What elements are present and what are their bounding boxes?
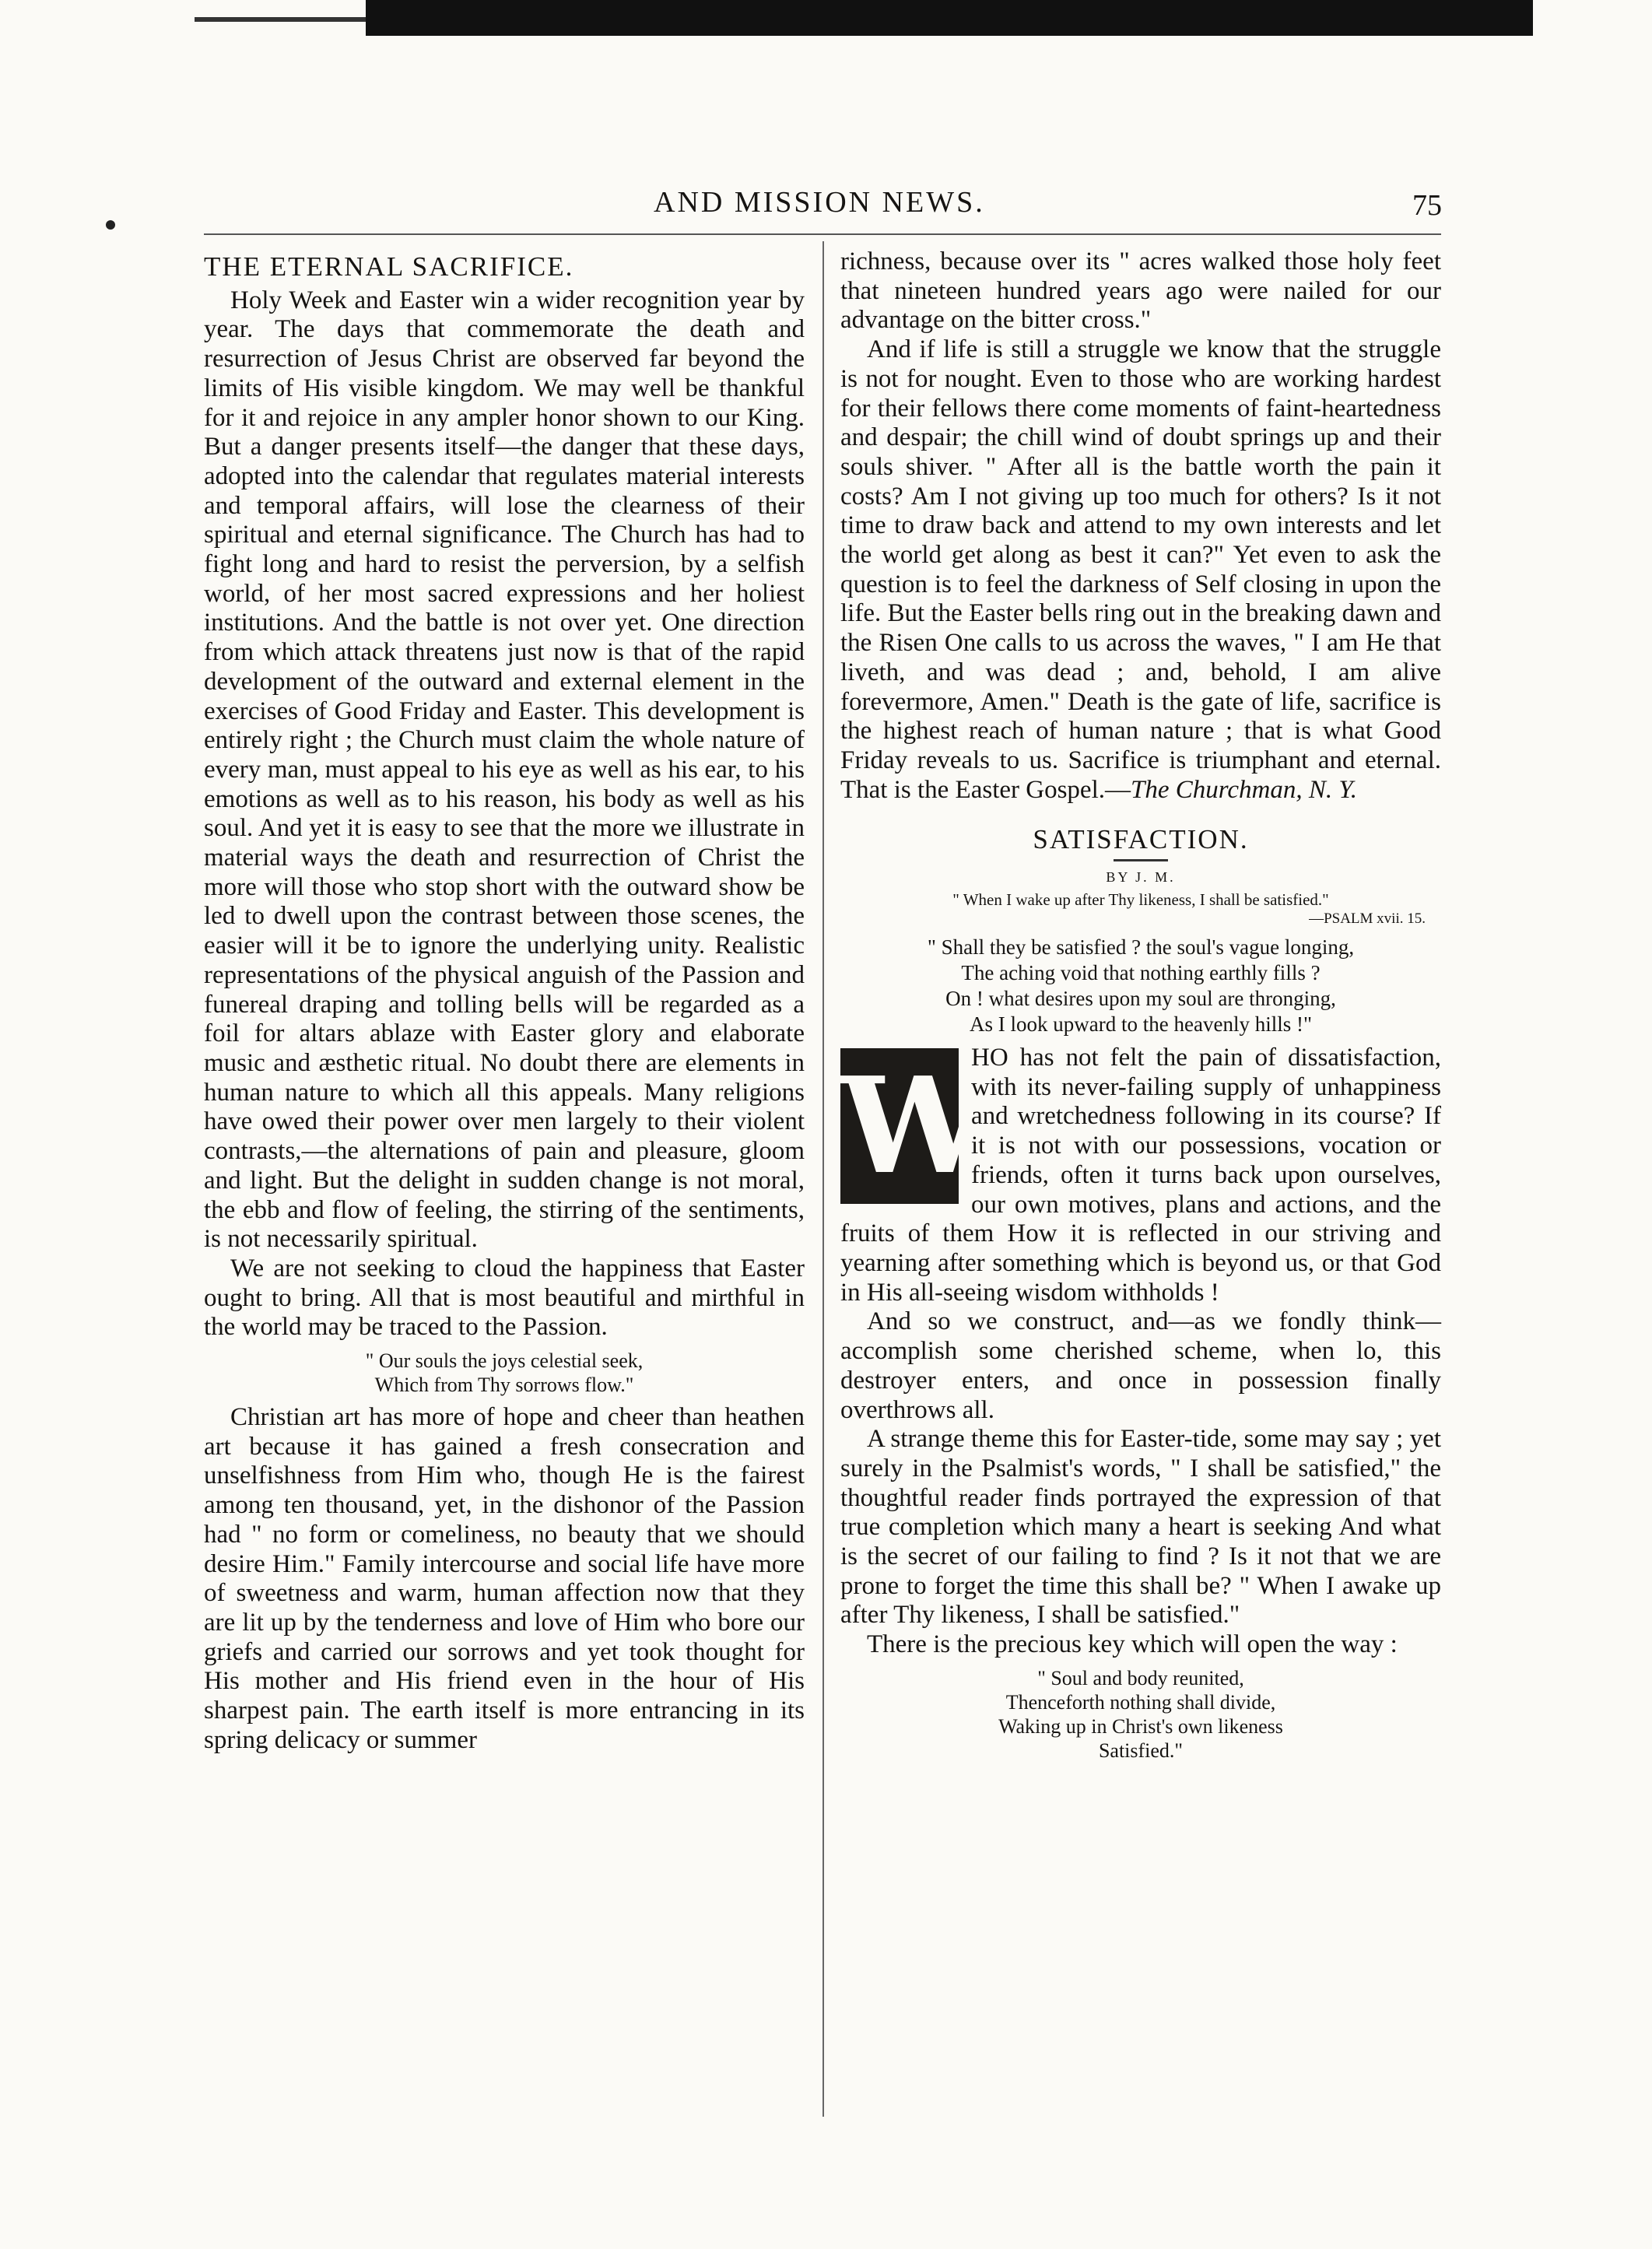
running-head: AND MISSION NEWS. <box>654 186 985 219</box>
verse-line: On ! what desires upon my soul are thronging, <box>945 987 1336 1011</box>
lead-paragraph: HO has not felt the pain of dissatisfaction, with its never-failing supply of unhappiness and wretchedness following in its course? If it is not with our possessions, vocation or friends, often it turns back upon ourselves, our own motives, plans and actions, and the fruits of them How it is reflected in our striving and yearning after something which is beyond us, or that God in His all-seeing wisdom withholds ! <box>840 1044 1441 1307</box>
verse-line: As I look upward to the heavenly hills !" <box>970 1012 1312 1037</box>
paragraph: And so we construct, and—as we fondly think—accomplish some cherished scheme, when lo, this destroyer enters, and once in possession finally overthrows all. <box>840 1307 1441 1424</box>
paragraph: Holy Week and Easter win a wider recognition year by year. The days that commemorate the death and resurrection of Jesus Christ are observed far beyond the limits of His visible kingdom. We may well be thankful for it and rejoice in any ampler honor shown to our King. But a danger presents itself—the danger that these days, adopted into the calendar that regulates material interests and temporal affairs, will lose the clearness of their spiritual and eternal significance. The Church has had to fight long and hard to resist the perversion, by a selfish world, of her most sacred expressions and her holiest institutions. And the battle is not over yet. One direction from which attack threatens just now is that of the rapid development of the outward and external element in the exercises of Good Friday and Easter. This development is entirely right ; the Church must claim the whole nature of every man, must appeal to his eye as well as his ear, to his emotions as well as to his reason, his body as well as his soul. And yet it is easy to see that the more we illustrate in material ways the death and resurrection of Christ the more will those who stop short with the outward show be led to dwell upon the contrast between those scenes, the easier will it be to ignore the underlying unity. Realistic representations of the physical anguish of the Passion and funereal draping and tolling bells will be regarded as a foil for altars ablaze with Easter glory and elaborate music and æsthetic ritual. No doubt there are elements in human nature to which all this appeals. Many religions have owed their power over men largely to their violent contrasts,—the alternations of pain and pleasure, gloom and light. But the delight in sudden change is not moral, the ebb and flow of feeling, the stirring of the sentiments, is not necessarily spiritual. <box>204 286 805 1254</box>
verse-line: Waking up in Christ's own likeness <box>998 1714 1283 1738</box>
page-header <box>0 185 1652 232</box>
verse-line: Which from Thy sorrows flow." <box>374 1374 634 1397</box>
epigraph-source: —PSALM xvii. 15. <box>1309 910 1426 928</box>
top-edge-mark <box>195 17 366 22</box>
right-column <box>840 247 1441 1769</box>
verse-line: " Our souls the joys celestial seek, <box>365 1349 644 1373</box>
title-rule <box>1114 859 1168 861</box>
byline: BY J. M. <box>1106 869 1176 886</box>
top-edge-bar <box>366 0 1533 36</box>
verse-line: " Shall they be satisfied ? the soul's vague longing, <box>927 935 1355 960</box>
verse-line: The aching void that nothing earthly fills ? <box>961 961 1321 985</box>
page-number: 75 <box>1412 189 1442 222</box>
drop-cap: W <box>840 1048 989 1205</box>
verse-line: Satisfied." <box>1098 1739 1184 1762</box>
verse-line: " Soul and body reunited, <box>1037 1666 1244 1689</box>
paragraph-text: And if life is still a struggle we know that the struggle is not for nought. Even to those who are working hardest for their fellows there come moments of faint-heartedness and despair; the chill wind of doubt springs up and their souls shiver. " After all is the battle worth the pain it costs? Am I not giving up too much for others? Is it not time to draw back and attend to my own interests and let the world get along as best it can?" Yet even to ask the question is to feel the darkness of Self closing in upon the life. But the Easter bells ring out in the breaking dawn and the Risen One calls to us across the waves, " I am He that liveth, and was dead ; and, behold, I am alive forevermore, Amen." Death is the gate of life, sacrifice is the highest reach of human nature ; that is what Good Friday reveals to us. Sacrifice is triumphant and eternal. That is the Easter Gospel.— <box>840 335 1441 804</box>
left-column <box>204 247 805 1755</box>
paragraph <box>840 335 1441 805</box>
closing-verse <box>840 1666 1441 1763</box>
paragraph: A strange theme this for Easter-tide, some may say ; yet surely in the Psalmist's words, " I shall be satisfied," the thoughtful reader finds portrayed the expression of that true completion which many a heart is seeking And what is the secret of our failing to find ? Is it not that we are prone to forget the time this shall be? " When I awake up after Thy likeness, I shall be satisfied." <box>840 1425 1441 1630</box>
section-title: SATISFACTION. <box>1033 824 1249 855</box>
article-title: THE ETERNAL SACRIFICE. <box>204 251 574 282</box>
verse-line: Thenceforth nothing shall divide, <box>1005 1690 1276 1714</box>
paragraph-continuation: richness, because over its " acres walked those holy feet that nineteen hundred years ago were nailed for our advantage on the bitter cross." <box>840 247 1441 335</box>
column-divider <box>822 241 824 2117</box>
paragraph: We are not seeking to cloud the happiness that Easter ought to bring. All that is most beautiful and mirthful in the world may be traced to the Passion. <box>204 1254 805 1342</box>
verse-stanza <box>840 935 1441 1037</box>
epigraph: " When I wake up after Thy likeness, I shall be satisfied." <box>952 890 1329 910</box>
header-rule <box>204 233 1441 235</box>
paragraph: There is the precious key which will open the way : <box>867 1630 1398 1659</box>
paragraph: Christian art has more of hope and cheer than heathen art because it has gained a fresh consecration and unselfishness from Him who, though He is the fairest among ten thousand, yet, in the dishonor of the Passion had " no form or comeliness, no beauty that we should desire Him." Family intercourse and social life have more of sweetness and warm, human affection now that they are lit up by the tenderness and love of Him who bore our griefs and carried our sorrows and yet took thought for His mother and His friend even in the hour of His sharpest pain. The earth itself is more entrancing in its spring delicacy or summer <box>204 1403 805 1754</box>
source-credit: The Churchman, N. Y. <box>1131 775 1357 804</box>
verse-quote <box>204 1349 805 1397</box>
